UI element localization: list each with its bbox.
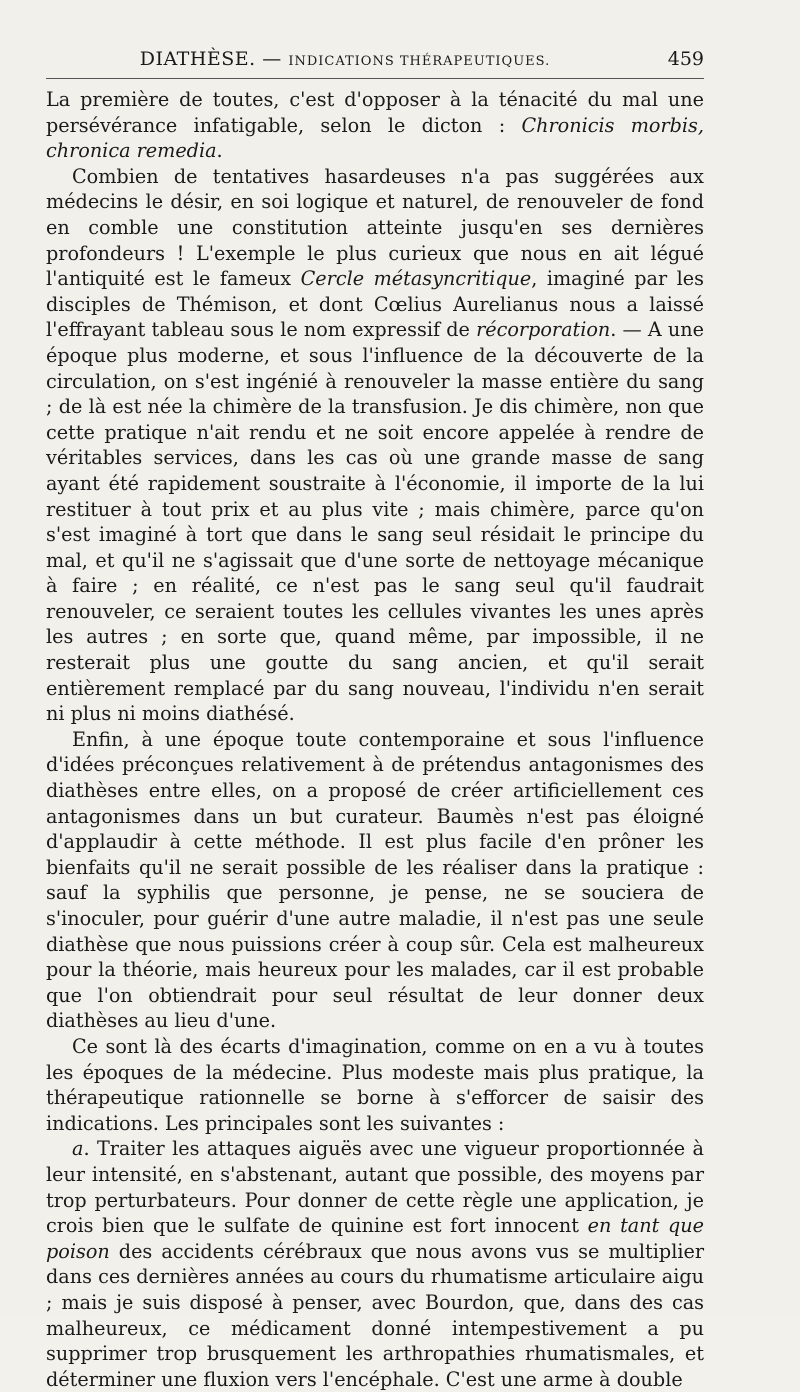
italic-text: a — [72, 1137, 84, 1161]
body-text — [46, 87, 704, 1392]
paragraph — [46, 727, 704, 1034]
text-run: . — A une époque plus moderne, et sous l'influence de la découverte de la circulation, on s'est ingénié à renouveler la masse entière du sang ; de là est née la chimère de la transfusion. Je dis chimère, non que cette pratique n'ait rendu et ne soit encore appelée à rendre de véritables services, dans les cas où une grande masse de sang ayant été rapidement soustraite à l'économie, il importe de la lui restituer à tout prix et au plus vite ; mais chimère, parce qu'on s'est imaginé à tort que dans le sang seul résidait le principe du mal, et qu'il ne s'agissait que d'une sorte de nettoyage mécanique à faire ; en réalité, ce n'est pas le sang seul qu'il faudrait renouveler, ce seraient toutes les cellules vivantes les unes après les autres ; en sorte que, quand même, par impossible, il ne resterait plus une goutte du sang ancien, et qu'il serait entièrement remplacé par du sang nouveau, l'individu n'en serait ni plus ni moins diathésé. — [46, 318, 705, 726]
italic-text: récorporation — [476, 318, 611, 342]
text-run: Ce sont là des écarts d'imagination, comme on en a vu à toutes les époques de la médecine. Plus modeste mais plus pratique, la thérapeutique rationnelle se borne à s'efforcer de saisir des indications. Les principales sont les suivantes : — [46, 1034, 704, 1135]
italic-text: en tant que poison — [46, 1214, 704, 1263]
running-title — [46, 48, 644, 70]
running-header — [46, 48, 704, 79]
italic-text: Chronicis morbis, chronica remedia — [46, 113, 705, 163]
paragraph — [46, 1136, 704, 1392]
paragraph — [46, 164, 704, 727]
text-run: . — [216, 139, 223, 163]
text-run: des accidents cérébraux que nous avons vus se multiplier dans ces dernières années au cours du rhumatisme articulaire aigu ; mais je suis disposé à penser, avec Bourdon, que, dans des cas malheureux, ce médicament donné intempestivement a pu supprimer trop brusquement les arthropathies rhumatismales, et déterminer une fluxion vers l'encéphale. C'est une arme à double — [46, 1239, 704, 1391]
text-run: Enfin, à une époque toute contemporaine et sous l'influence d'idées préconçues relativement à de prétendus antagonismes des diathèses entre elles, on a proposé de créer artificiellement ces antagonismes dans un but curateur. Baumès n'est pas éloigné d'applaudir à cette méthode. Il est plus facile d'en prôner les bienfaits qu'il ne serait possible de les réaliser dans la pratique : sauf la syphilis que personne, je pense, ne se souciera de s'inoculer, pour guérir d'une autre maladie, il n'est pas une seule diathèse que nous puissions créer à coup sûr. Cela est malheureux pour la théorie, mais heureux pour les malades, car il est probable que l'on obtiendrait pour seul résultat de leur donner deux diathèses au lieu d'une. — [46, 727, 704, 1033]
paragraph — [46, 1034, 704, 1136]
text-run: Combien de tentatives hasardeuses n'a pas suggérées aux médecins le désir, en soi logique et naturel, de renouveler de fond en comble une constitution atteinte jusqu'en ses dernières profondeurs ! L'exemple le plus curieux que nous en ait légué l'antiquité est le fameux — [46, 164, 704, 291]
text-run: . Traiter les attaques aiguës avec une vigueur proportionnée à leur intensité, en s'abstenant, autant que possible, des moyens par trop perturbateurs. Pour donner de cette règle une application, je crois bien que le sulfate de quinine est fort innocent — [46, 1137, 704, 1238]
paragraph — [46, 87, 704, 164]
running-title-subtitle: INDICATIONS THÉRAPEUTIQUES. — [288, 54, 551, 69]
running-title-dash: — — [262, 48, 282, 70]
text-run: , imaginé par les disciples de Thémison, et dont Cœlius Aurelianus nous a laissé l'effrayant tableau sous le nom expressif de — [46, 267, 705, 342]
text-run: La première de toutes, c'est d'opposer à la ténacité du mal une persévérance infatigable, selon le dicton : — [46, 88, 704, 137]
page-number: 459 — [667, 48, 704, 70]
italic-text: Cercle métasyncritique — [300, 267, 532, 291]
running-title-main: DIATHÈSE. — [139, 48, 256, 70]
